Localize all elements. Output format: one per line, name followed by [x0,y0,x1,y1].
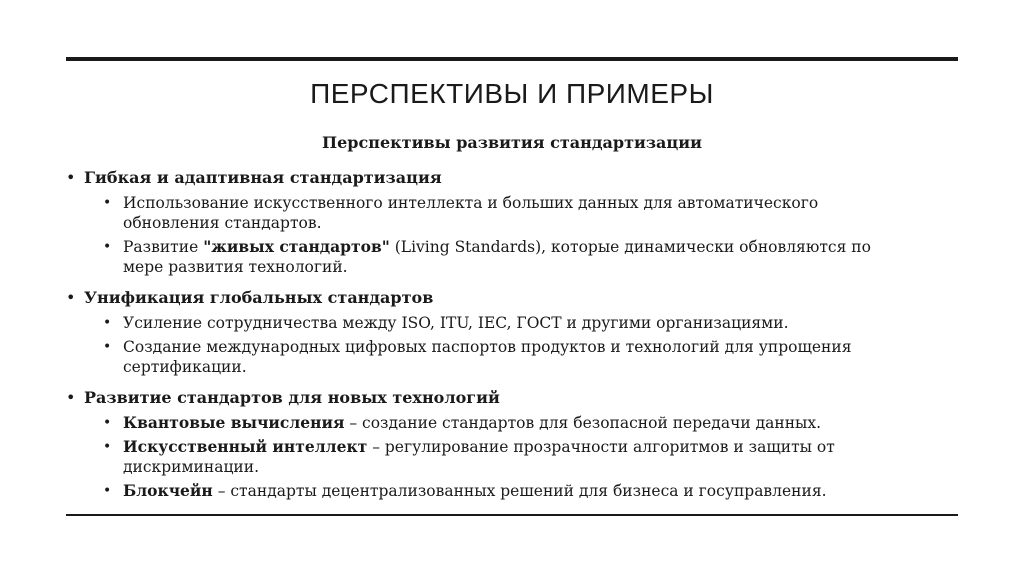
section-flexible-standardization [66,163,958,277]
bullet-icon: • [66,168,76,187]
section-new-technologies [66,383,958,501]
top-divider [66,57,958,61]
bullet-icon: • [103,315,112,331]
list-item: • Блокчейн – стандарты децентрализованных решений для бизнеса и госуправления. [103,481,827,500]
bullet-icon: • [103,483,112,499]
slide-subtitle: Перспективы развития стандартизации [322,133,702,152]
slide-content [66,163,958,507]
section-heading: Гибкая и адаптивная стандартизация [84,168,442,187]
list-item: • Создание международных цифровых паспортов продуктов и технологий для упрощения сертификации. [103,338,852,376]
list-item: • Усиление сотрудничества между ISO, ITU, IEC, ГОСТ и другими организациями. [103,314,789,332]
bullet-icon: • [103,439,112,455]
section-heading: Развитие стандартов для новых технологий [84,388,500,407]
bullet-icon: • [103,339,112,355]
bullet-icon: • [66,388,76,407]
list-item: • Использование искусственного интеллекта и больших данных для автоматического обновления стандартов. [103,194,819,232]
list-item: • Искусственный интеллект – регулирование прозрачности алгоритмов и защиты от дискриминации. [103,437,835,476]
slide-title: ПЕРСПЕКТИВЫ И ПРИМЕРЫ [310,78,714,109]
section-heading: Унификация глобальных стандартов [84,288,434,307]
list-item: • Квантовые вычисления – создание стандартов для безопасной передачи данных. [103,413,822,432]
section-global-unification [66,283,958,377]
bullet-icon: • [103,239,112,255]
list-item: • Развитие "живых стандартов" (Living Standards), которые динамически обновляются по мере развития технологий. [103,237,871,276]
bottom-divider [66,514,958,516]
bullet-icon: • [103,195,112,211]
bullet-icon: • [103,415,112,431]
bullet-icon: • [66,288,76,307]
